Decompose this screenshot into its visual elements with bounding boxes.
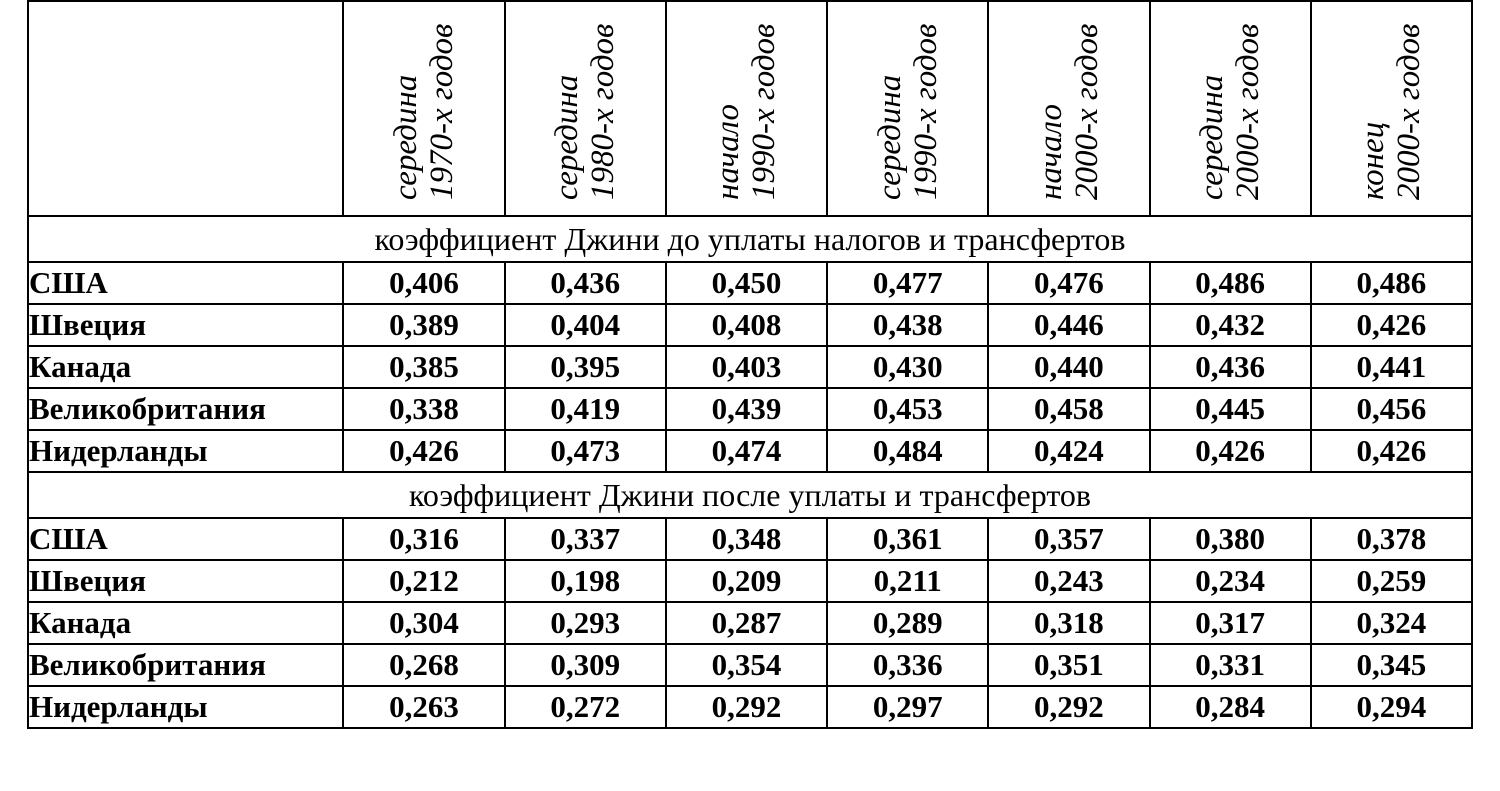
value-cell: 0,458 xyxy=(988,388,1149,430)
value-cell: 0,198 xyxy=(505,560,666,602)
value-cell: 0,337 xyxy=(505,518,666,560)
value-cell: 0,289 xyxy=(827,602,988,644)
value-cell: 0,385 xyxy=(343,346,504,388)
table-row xyxy=(28,560,1472,602)
value-cell: 0,287 xyxy=(666,602,827,644)
value-cell: 0,477 xyxy=(827,262,988,304)
value-cell: 0,324 xyxy=(1311,602,1472,644)
header-period-7: конец 2000-х годов xyxy=(1311,1,1472,216)
header-period-1: середина 1970-х годов xyxy=(343,1,504,216)
table-row xyxy=(28,602,1472,644)
header-row xyxy=(28,1,1472,216)
value-cell: 0,436 xyxy=(505,262,666,304)
value-cell: 0,212 xyxy=(343,560,504,602)
value-cell: 0,403 xyxy=(666,346,827,388)
value-cell: 0,419 xyxy=(505,388,666,430)
value-cell: 0,404 xyxy=(505,304,666,346)
section-title-row xyxy=(28,472,1472,518)
value-cell: 0,446 xyxy=(988,304,1149,346)
table-row xyxy=(28,262,1472,304)
value-cell: 0,318 xyxy=(988,602,1149,644)
value-cell: 0,486 xyxy=(1311,262,1472,304)
value-cell: 0,345 xyxy=(1311,644,1472,686)
value-cell: 0,453 xyxy=(827,388,988,430)
table-row xyxy=(28,388,1472,430)
value-cell: 0,292 xyxy=(666,686,827,728)
value-cell: 0,380 xyxy=(1150,518,1311,560)
country-cell: Великобритания xyxy=(28,388,343,430)
value-cell: 0,484 xyxy=(827,430,988,472)
value-cell: 0,234 xyxy=(1150,560,1311,602)
value-cell: 0,456 xyxy=(1311,388,1472,430)
value-cell: 0,309 xyxy=(505,644,666,686)
value-cell: 0,438 xyxy=(827,304,988,346)
header-period-6: середина 2000-х годов xyxy=(1150,1,1311,216)
value-cell: 0,272 xyxy=(505,686,666,728)
value-cell: 0,430 xyxy=(827,346,988,388)
value-cell: 0,378 xyxy=(1311,518,1472,560)
value-cell: 0,486 xyxy=(1150,262,1311,304)
value-cell: 0,406 xyxy=(343,262,504,304)
value-cell: 0,426 xyxy=(1311,304,1472,346)
value-cell: 0,408 xyxy=(666,304,827,346)
value-cell: 0,292 xyxy=(988,686,1149,728)
value-cell: 0,424 xyxy=(988,430,1149,472)
header-period-3: начало 1990-х годов xyxy=(666,1,827,216)
value-cell: 0,426 xyxy=(1150,430,1311,472)
gini-coefficient-table xyxy=(27,0,1473,729)
value-cell: 0,361 xyxy=(827,518,988,560)
country-cell: США xyxy=(28,262,343,304)
value-cell: 0,351 xyxy=(988,644,1149,686)
section-title: коэффициент Джини после уплаты и трансфертов xyxy=(28,472,1472,518)
value-cell: 0,293 xyxy=(505,602,666,644)
value-cell: 0,476 xyxy=(988,262,1149,304)
country-cell: Нидерланды xyxy=(28,686,343,728)
table-row xyxy=(28,430,1472,472)
value-cell: 0,348 xyxy=(666,518,827,560)
value-cell: 0,336 xyxy=(827,644,988,686)
value-cell: 0,297 xyxy=(827,686,988,728)
value-cell: 0,263 xyxy=(343,686,504,728)
country-cell: Канада xyxy=(28,346,343,388)
header-period-5: начало 2000-х годов xyxy=(988,1,1149,216)
value-cell: 0,209 xyxy=(666,560,827,602)
header-period-4: середина 1990-х годов xyxy=(827,1,988,216)
value-cell: 0,243 xyxy=(988,560,1149,602)
value-cell: 0,445 xyxy=(1150,388,1311,430)
value-cell: 0,304 xyxy=(343,602,504,644)
value-cell: 0,474 xyxy=(666,430,827,472)
section-title: коэффициент Джини до уплаты налогов и трансфертов xyxy=(28,216,1472,262)
value-cell: 0,432 xyxy=(1150,304,1311,346)
value-cell: 0,316 xyxy=(343,518,504,560)
value-cell: 0,426 xyxy=(1311,430,1472,472)
value-cell: 0,441 xyxy=(1311,346,1472,388)
value-cell: 0,439 xyxy=(666,388,827,430)
value-cell: 0,338 xyxy=(343,388,504,430)
value-cell: 0,268 xyxy=(343,644,504,686)
value-cell: 0,436 xyxy=(1150,346,1311,388)
table-row xyxy=(28,644,1472,686)
header-corner-cell xyxy=(28,1,343,216)
table-row xyxy=(28,518,1472,560)
country-cell: Канада xyxy=(28,602,343,644)
value-cell: 0,440 xyxy=(988,346,1149,388)
section-title-row xyxy=(28,216,1472,262)
value-cell: 0,284 xyxy=(1150,686,1311,728)
value-cell: 0,357 xyxy=(988,518,1149,560)
table-row xyxy=(28,346,1472,388)
value-cell: 0,294 xyxy=(1311,686,1472,728)
value-cell: 0,426 xyxy=(343,430,504,472)
table-row xyxy=(28,304,1472,346)
value-cell: 0,354 xyxy=(666,644,827,686)
value-cell: 0,473 xyxy=(505,430,666,472)
value-cell: 0,259 xyxy=(1311,560,1472,602)
value-cell: 0,389 xyxy=(343,304,504,346)
country-cell: Нидерланды xyxy=(28,430,343,472)
value-cell: 0,317 xyxy=(1150,602,1311,644)
value-cell: 0,395 xyxy=(505,346,666,388)
table-row xyxy=(28,686,1472,728)
country-cell: Швеция xyxy=(28,560,343,602)
value-cell: 0,450 xyxy=(666,262,827,304)
value-cell: 0,331 xyxy=(1150,644,1311,686)
header-period-2: середина 1980-х годов xyxy=(505,1,666,216)
value-cell: 0,211 xyxy=(827,560,988,602)
country-cell: США xyxy=(28,518,343,560)
country-cell: Великобритания xyxy=(28,644,343,686)
country-cell: Швеция xyxy=(28,304,343,346)
